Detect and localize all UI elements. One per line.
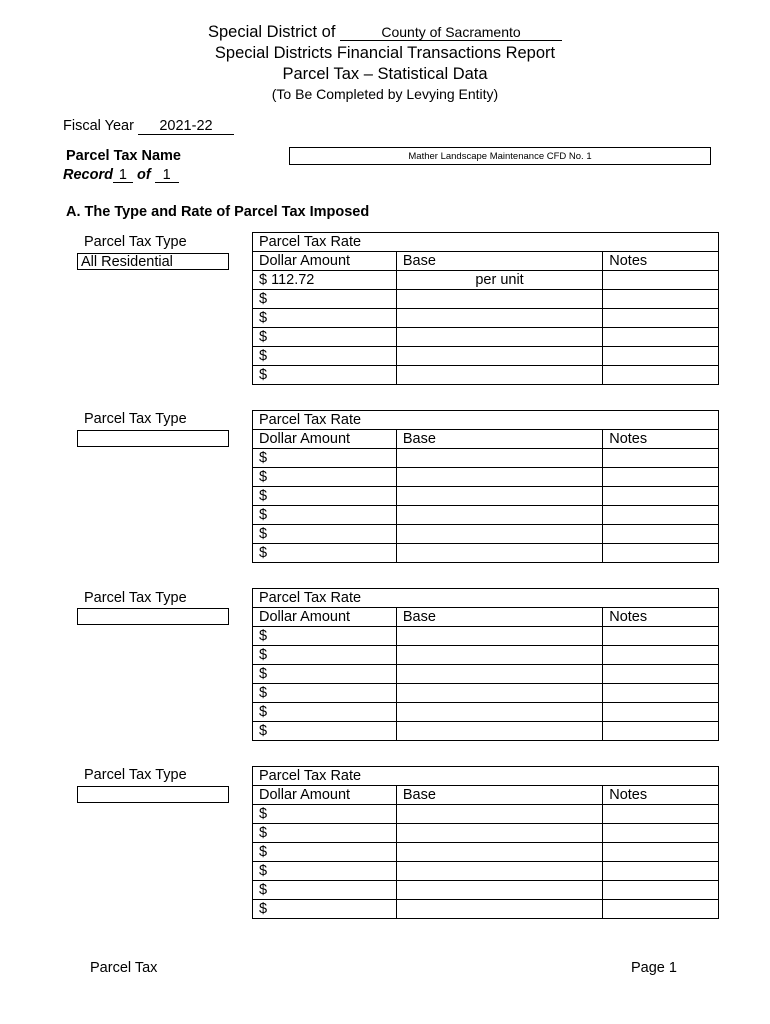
parcel-tax-type-field[interactable]: All Residential: [77, 253, 229, 270]
table-row: [253, 824, 719, 843]
rate-header: Parcel Tax Rate: [253, 233, 719, 252]
base-cell[interactable]: [396, 627, 602, 646]
base-cell[interactable]: [396, 525, 602, 544]
dollar-amount-cell[interactable]: $: [253, 544, 397, 563]
report-title: Special Districts Financial Transactions Report: [214, 44, 556, 62]
parcel-tax-rate-table: [252, 232, 719, 385]
notes-cell[interactable]: [603, 309, 719, 328]
fiscal-year-row: [63, 118, 234, 135]
dollar-amount-cell[interactable]: $: [253, 881, 397, 900]
parcel-tax-name-field[interactable]: Mather Landscape Maintenance CFD No. 1: [289, 147, 711, 165]
base-header: Base: [396, 252, 602, 271]
base-cell[interactable]: [396, 468, 602, 487]
dollar-amount-cell[interactable]: $: [253, 684, 397, 703]
notes-header: Notes: [603, 608, 719, 627]
parcel-tax-type-label: Parcel Tax Type: [84, 234, 187, 250]
base-cell[interactable]: [396, 862, 602, 881]
base-cell[interactable]: [396, 684, 602, 703]
column-header-row: [253, 430, 719, 449]
base-cell[interactable]: [396, 544, 602, 563]
notes-cell[interactable]: [603, 900, 719, 919]
base-cell[interactable]: [396, 347, 602, 366]
district-line: [0, 22, 770, 42]
table-row: [253, 525, 719, 544]
notes-cell[interactable]: [603, 468, 719, 487]
district-name-field[interactable]: County of Sacramento: [340, 24, 562, 41]
notes-cell[interactable]: [603, 525, 719, 544]
parcel-tax-type-label: Parcel Tax Type: [84, 590, 187, 606]
base-cell[interactable]: [396, 665, 602, 684]
dollar-amount-cell[interactable]: $: [253, 347, 397, 366]
dollar-amount-cell[interactable]: $: [253, 900, 397, 919]
table-row: [253, 366, 719, 385]
base-cell[interactable]: [396, 487, 602, 506]
report-instruction: (To Be Completed by Levying Entity): [271, 86, 499, 102]
rate-header: Parcel Tax Rate: [253, 589, 719, 608]
parcel-tax-rate-table: [252, 410, 719, 563]
table-row: [253, 309, 719, 328]
table-row: [253, 290, 719, 309]
table-row: [253, 328, 719, 347]
table-row: [253, 506, 719, 525]
table-row: [253, 862, 719, 881]
dollar-amount-cell[interactable]: $: [253, 646, 397, 665]
rate-header: Parcel Tax Rate: [253, 411, 719, 430]
parcel-tax-name-label: Parcel Tax Name: [66, 148, 181, 164]
dollar-amount-cell[interactable]: $: [253, 665, 397, 684]
footer-left: Parcel Tax: [90, 960, 158, 976]
notes-header: Notes: [603, 786, 719, 805]
notes-cell[interactable]: [603, 347, 719, 366]
dollar-amount-cell[interactable]: $: [253, 703, 397, 722]
column-header-row: [253, 608, 719, 627]
notes-cell[interactable]: [603, 805, 719, 824]
notes-cell[interactable]: [603, 703, 719, 722]
notes-cell[interactable]: [603, 665, 719, 684]
base-cell[interactable]: [396, 366, 602, 385]
base-cell[interactable]: [396, 881, 602, 900]
notes-header: Notes: [603, 252, 719, 271]
record-of-label: of: [137, 167, 151, 183]
footer-page-number: Page 1: [631, 960, 677, 976]
base-cell[interactable]: [396, 328, 602, 347]
dollar-amount-cell[interactable]: $: [253, 468, 397, 487]
parcel-tax-type-label: Parcel Tax Type: [84, 767, 187, 783]
dollar-amount-cell[interactable]: $: [253, 862, 397, 881]
notes-cell[interactable]: [603, 684, 719, 703]
notes-cell[interactable]: [603, 449, 719, 468]
dollar-amount-cell[interactable]: $: [253, 309, 397, 328]
rate-header-row: [253, 589, 719, 608]
report-subtitle: Parcel Tax – Statistical Data: [282, 65, 488, 83]
table-row: [253, 487, 719, 506]
dollar-amount-cell[interactable]: $: [253, 487, 397, 506]
base-cell[interactable]: [396, 449, 602, 468]
notes-cell[interactable]: [603, 328, 719, 347]
parcel-tax-type-field[interactable]: [77, 608, 229, 625]
parcel-tax-rate-table: [252, 588, 719, 741]
dollar-amount-cell[interactable]: $: [253, 525, 397, 544]
notes-cell[interactable]: [603, 544, 719, 563]
notes-cell[interactable]: [603, 366, 719, 385]
table-row: [253, 703, 719, 722]
notes-cell[interactable]: [603, 824, 719, 843]
base-header: Base: [396, 608, 602, 627]
dollar-amount-header: Dollar Amount: [253, 608, 397, 627]
base-cell[interactable]: [396, 722, 602, 741]
dollar-amount-cell[interactable]: $: [253, 843, 397, 862]
section-a-title: A. The Type and Rate of Parcel Tax Imposed: [66, 204, 370, 220]
dollar-amount-cell[interactable]: $: [253, 328, 397, 347]
notes-cell[interactable]: [603, 881, 719, 900]
dollar-amount-header: Dollar Amount: [253, 786, 397, 805]
table-row: [253, 722, 719, 741]
column-header-row: [253, 252, 719, 271]
dollar-amount-cell[interactable]: $: [253, 506, 397, 525]
notes-cell[interactable]: [603, 627, 719, 646]
table-row: [253, 684, 719, 703]
base-cell[interactable]: [396, 309, 602, 328]
table-row: [253, 665, 719, 684]
dollar-amount-header: Dollar Amount: [253, 252, 397, 271]
table-row: [253, 449, 719, 468]
notes-header: Notes: [603, 430, 719, 449]
base-cell[interactable]: [396, 703, 602, 722]
notes-cell[interactable]: [603, 843, 719, 862]
dollar-amount-cell[interactable]: $: [253, 824, 397, 843]
base-cell[interactable]: [396, 290, 602, 309]
column-header-row: [253, 786, 719, 805]
notes-cell[interactable]: [603, 271, 719, 290]
notes-cell[interactable]: [603, 506, 719, 525]
record-label: Record: [63, 167, 113, 183]
notes-cell[interactable]: [603, 722, 719, 741]
table-row: [253, 843, 719, 862]
notes-cell[interactable]: [603, 646, 719, 665]
record-number-field[interactable]: 1: [113, 168, 133, 183]
rate-header-row: [253, 767, 719, 786]
base-cell[interactable]: per unit: [396, 271, 602, 290]
record-row: [63, 167, 179, 183]
district-prefix: Special District of: [207, 23, 336, 41]
base-cell[interactable]: [396, 843, 602, 862]
fiscal-year-label: Fiscal Year: [63, 118, 134, 134]
record-total-field[interactable]: 1: [155, 168, 179, 183]
rate-header-row: [253, 233, 719, 252]
base-cell[interactable]: [396, 900, 602, 919]
dollar-amount-cell[interactable]: $: [253, 722, 397, 741]
table-row: [253, 468, 719, 487]
dollar-amount-header: Dollar Amount: [253, 430, 397, 449]
parcel-tax-rate-table: [252, 766, 719, 919]
parcel-tax-type-field[interactable]: [77, 786, 229, 803]
base-cell[interactable]: [396, 805, 602, 824]
base-cell[interactable]: [396, 646, 602, 665]
table-row: [253, 646, 719, 665]
parcel-tax-type-field[interactable]: [77, 430, 229, 447]
dollar-amount-cell[interactable]: $: [253, 366, 397, 385]
rate-header-row: [253, 411, 719, 430]
notes-cell[interactable]: [603, 487, 719, 506]
table-row: [253, 900, 719, 919]
table-row: [253, 347, 719, 366]
base-header: Base: [396, 430, 602, 449]
dollar-amount-cell[interactable]: $: [253, 449, 397, 468]
dollar-amount-cell[interactable]: $: [253, 805, 397, 824]
table-row: [253, 627, 719, 646]
dollar-amount-cell[interactable]: $ 112.72: [253, 271, 397, 290]
dollar-amount-cell[interactable]: $: [253, 290, 397, 309]
fiscal-year-field[interactable]: 2021-22: [138, 119, 234, 135]
table-row: [253, 881, 719, 900]
parcel-tax-type-label: Parcel Tax Type: [84, 411, 187, 427]
rate-header: Parcel Tax Rate: [253, 767, 719, 786]
base-cell[interactable]: [396, 506, 602, 525]
dollar-amount-cell[interactable]: $: [253, 627, 397, 646]
notes-cell[interactable]: [603, 290, 719, 309]
table-row: [253, 544, 719, 563]
base-cell[interactable]: [396, 824, 602, 843]
base-header: Base: [396, 786, 602, 805]
notes-cell[interactable]: [603, 862, 719, 881]
table-row: [253, 271, 719, 290]
table-row: [253, 805, 719, 824]
